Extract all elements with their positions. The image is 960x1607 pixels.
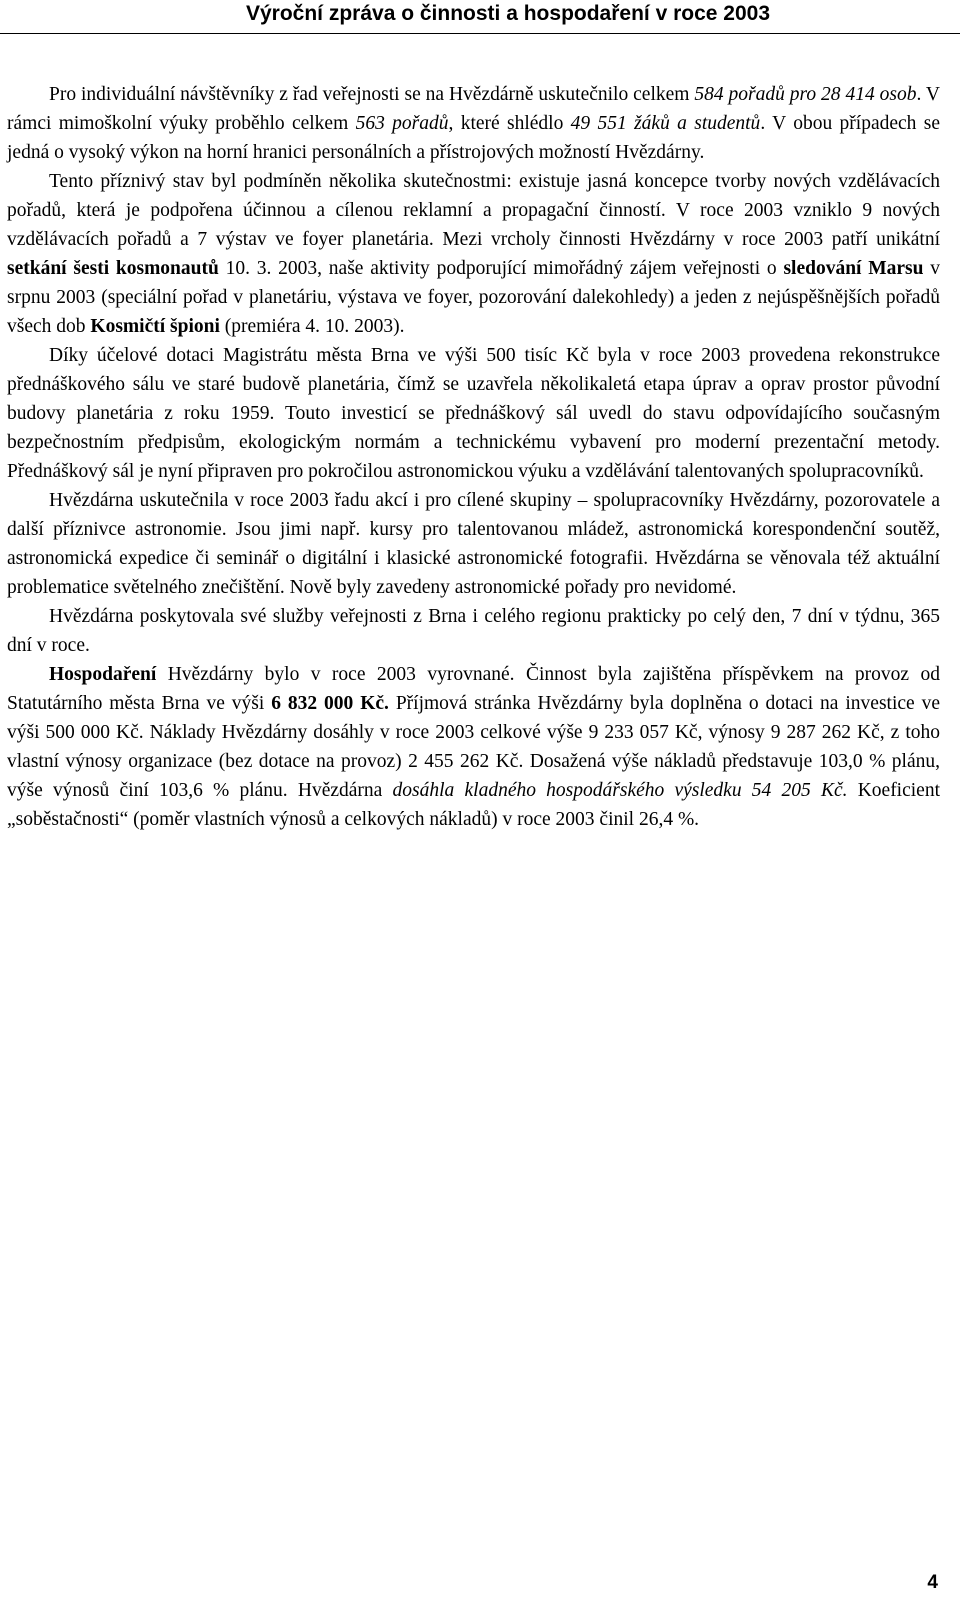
page-header <box>0 0 960 34</box>
text-span: . V obou případech se jedná o vysoký výkon na horní hranici personálních a přístrojových možností Hvězdárny. <box>7 113 940 163</box>
paragraph-availability <box>7 602 940 660</box>
paragraph-finances <box>7 660 940 834</box>
text-span: Koeficient „soběstačnosti“ (poměr vlastních výnosů a celkových nákladů) v roce 2003 činil 26,4 %. <box>7 780 940 830</box>
text-span: Hvězdárny bylo v roce 2003 vyrovnané. Činnost byla zajištěna příspěvkem na provoz od Statutárního města Brna ve výši <box>7 664 940 714</box>
header-title: Výroční zpráva o činnosti a hospodaření v roce 2003 <box>245 2 770 25</box>
page-number: 4 <box>927 1572 938 1593</box>
paragraph-highlights <box>7 167 940 341</box>
italic-span: 49 551 žáků a studentů <box>570 113 761 134</box>
text-span: 10. 3. 2003, naše aktivity podporující mimořádný zájem veřejnosti o <box>218 258 784 279</box>
text-span: . V rámci mimoškolní výuky proběhlo celkem <box>7 84 940 134</box>
text-span: Hvězdárna uskutečnila v roce 2003 řadu akcí i pro cílené skupiny – spolupracovníky Hvězdárny, pozorovatele a další příznivce astronomie. Jsou jimi např. kursy pro talentovanou mládež, astronomická korespondenční soutěž, astronomická expedice či seminář o digitální i klasické astronomické fotografii. Hvězdárna se věnovala též aktuální problematice světelného znečištění. Nově byly zavedeny astronomické pořady pro nevidomé. <box>7 490 940 598</box>
paragraph-reconstruction <box>7 341 940 486</box>
text-span: Pro individuální návštěvníky z řad veřejnosti se na Hvězdárně uskutečnilo celkem <box>49 84 695 105</box>
text-span: Díky účelové dotaci Magistrátu města Brna ve výši 500 tisíc Kč byla v roce 2003 provedena rekonstrukce přednáškového sálu ve staré budově planetária, čímž se uzavřela několikaletá etapa úprav a oprav prostor původní budovy planetária z roku 1959. Touto investicí se přednáškový sál uvedl do stavu odpovídajícího současným bezpečnostním předpisům, ekologickým normám a technickému vybavení pro moderní prezentační metody. Přednáškový sál je nyní připraven pro pokročilou astronomickou výuku a vzdělávání talentovaných spolupracovníků. <box>7 345 940 482</box>
text-span: , které shlédlo <box>448 113 571 134</box>
text-span: v srpnu 2003 (speciální pořad v planetáriu, výstava ve foyer, pozorování dalekohledy) a jeden z nejúspěšnějších pořadů všech dob <box>7 258 941 337</box>
text-span: Příjmová stránka Hvězdárny byla doplněna o dotaci na investice ve výši 500 000 Kč. Náklady Hvězdárny dosáhly v roce 2003 celkové výše 9 233 057 Kč, výnosy 9 287 262 Kč, z toho vlastní výnosy organizace (bez dotace na provoz) 2 455 262 Kč. Dosažená výše nákladů představuje 103,0 % plánu, výše výnosů činí 103,6 % plánu. Hvězdárna <box>7 693 940 801</box>
document-body <box>7 80 940 834</box>
italic-span: 563 pořadů <box>355 113 449 134</box>
text-span: Tento příznivý stav byl podmíněn několika skutečnostmi: existuje jasná koncepce tvorby nových vzdělávacích pořadů, která je podpořena účinnou a cílenou reklamní a propagační činností. V roce 2003 vzniklo 9 nových vzdělávacích pořadů a 7 výstav ve foyer planetária. Mezi vrcholy činnosti Hvězdárny v roce 2003 patří unikátní <box>7 171 940 250</box>
italic-span: dosáhla kladného hospodářského výsledku 54 205 Kč. <box>392 780 848 801</box>
paragraph-visitors <box>7 80 940 167</box>
bold-span: Hospodaření <box>49 664 157 685</box>
italic-span: 584 pořadů pro 28 414 osob <box>694 84 917 105</box>
paragraph-target-groups <box>7 486 940 602</box>
bold-span: setkání šesti kosmonautů <box>7 258 219 279</box>
bold-span: sledování Marsu <box>783 258 924 279</box>
bold-span: 6 832 000 Kč. <box>271 693 389 714</box>
text-span: Hvězdárna poskytovala své služby veřejnosti z Brna i celého regionu prakticky po celý den, 7 dní v týdnu, 365 dní v roce. <box>7 606 940 656</box>
text-span: (premiéra 4. 10. 2003). <box>219 316 405 337</box>
bold-span: Kosmičtí špioni <box>90 316 220 337</box>
